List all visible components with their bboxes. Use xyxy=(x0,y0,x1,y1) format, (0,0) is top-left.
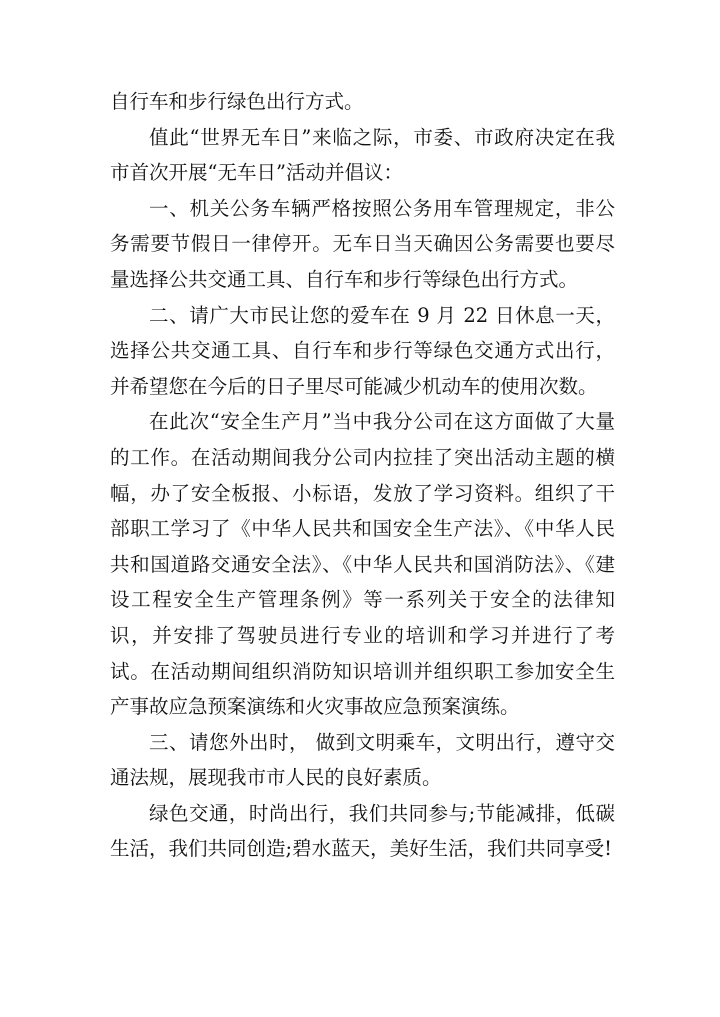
paragraph-item-three: 三、请您外出时， 做到文明乘车，文明出行，遵守交通法规，展现我市市人民的良好素质。 xyxy=(110,730,615,790)
paragraph-safety-month: 在此次“安全生产月”当中我分公司在这方面做了大量的工作。在活动期间我分公司内拉挂了突出活动主题的横幅，办了安全板报、小标语，发放了学习资料。组织了干部职工学习了《中华人民共和国安全生产法》、《中华人民共和国道路交通安全法》、《中华人民共和国消防法》、《建设工程安全生产管理条例》等一系列关于安全的法律知识，并安排了驾驶员进行专业的培训和学习并进行了考试。在活动期间组织消防知识培训并组织职工参加安全生产事故应急预案演练和火灾事故应急预案演练。 xyxy=(110,410,615,719)
paragraph-closing: 绿色交通，时尚出行，我们共同参与;节能减排，低碳生活，我们共同创造;碧水蓝天，美好生活，我们共同享受! xyxy=(110,801,615,861)
paragraph-continuation: 自行车和步行绿色出行方式。 xyxy=(110,90,364,113)
paragraph-item-two: 二、请广大市民让您的爱车在 9 月 22 日休息一天，选择公共交通工具、自行车和步行等绿色交通方式出行，并希望您在今后的日子里尽可能减少机动车的使用次数。 xyxy=(110,303,615,398)
paragraph-item-one: 一、机关公务车辆严格按照公务用车管理规定，非公务需要节假日一律停开。无车日当天确因公务需要也要尽量选择公共交通工具、自行车和步行等绿色出行方式。 xyxy=(110,196,615,291)
document-body xyxy=(110,84,615,867)
paragraph-announcement: 值此“世界无车日”来临之际，市委、市政府决定在我市首次开展“无车日”活动并倡议： xyxy=(110,125,615,185)
